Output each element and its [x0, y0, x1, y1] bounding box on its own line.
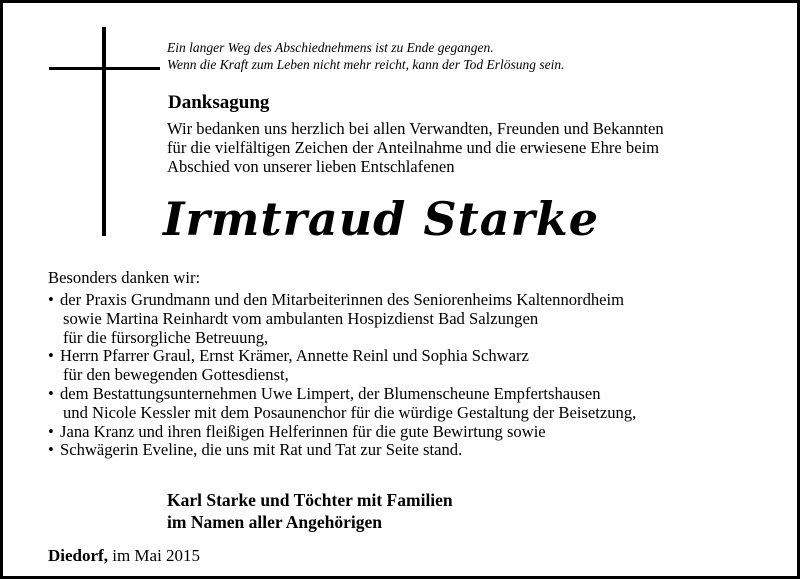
list-item-text: und Nicole Kessler mit dem Posaunenchor für die würdige Gestaltung der Beisetzung, — [63, 402, 637, 422]
motto-line: Wenn die Kraft zum Leben nicht mehr reicht, kann der Tod Erlösung sein. — [167, 57, 565, 72]
thanks-line: Wir bedanken uns herzlich bei allen Verwandten, Freunden und Bekannten — [167, 119, 664, 138]
list-item — [48, 441, 636, 460]
thanks-line: für die vielfältigen Zeichen der Anteilnahme und die erwiesene Ehre beim — [167, 138, 660, 157]
list-item-text: dem Bestattungsunternehmen Uwe Limpert, der Blumenscheune Empfertshausen — [60, 383, 601, 403]
bullet-icon: • — [48, 421, 54, 441]
bullet-icon: • — [48, 383, 54, 403]
signature-line: Karl Starke und Töchter mit Familien — [167, 490, 453, 510]
motto — [167, 39, 564, 73]
thanks-line: Abschied von unserer lieben Entschlafenen — [167, 157, 455, 176]
list-item-text: der Praxis Grundmann und den Mitarbeiterinnen des Seniorenheims Kaltennordheim — [60, 290, 625, 309]
thanks-text — [167, 119, 664, 176]
list-item-text: für die fürsorgliche Betreuung, — [63, 327, 269, 347]
list-item-text: Herrn Pfarrer Graul, Ernst Krämer, Annette Reinl und Sophia Schwarz — [60, 346, 529, 366]
signature-line: im Namen aller Angehörigen — [167, 512, 383, 532]
intro: Besonders danken wir: — [48, 268, 201, 287]
bullet-icon: • — [48, 290, 54, 309]
deceased-name: Irmtraud Starke — [163, 192, 599, 246]
cross-arm — [49, 67, 160, 70]
cross-icon — [102, 27, 106, 236]
list-item-text: für den bewegenden Gottesdienst, — [63, 365, 289, 385]
heading: Danksagung — [168, 92, 270, 113]
bullet-icon: • — [48, 346, 54, 366]
bullet-icon: • — [48, 440, 54, 460]
list-item — [48, 385, 636, 423]
list-item — [48, 347, 636, 385]
place-date — [48, 546, 200, 566]
list-item — [48, 423, 636, 442]
list-item-text: sowie Martina Reinhardt vom ambulanten Hospizdienst Bad Salzungen — [63, 308, 539, 328]
list-item-text: Jana Kranz und ihren fleißigen Helferinnen für die gute Bewirtung sowie — [60, 421, 546, 441]
thanks-list — [48, 291, 636, 460]
list-item — [48, 291, 636, 347]
list-item-text: Schwägerin Eveline, die uns mit Rat und Tat zur Seite stand. — [60, 440, 463, 460]
signature — [167, 489, 453, 533]
date: im Mai 2015 — [112, 546, 201, 565]
motto-line: Ein langer Weg des Abschiednehmens ist zu Ende gegangen. — [167, 40, 494, 55]
place: Diedorf, — [48, 546, 108, 565]
